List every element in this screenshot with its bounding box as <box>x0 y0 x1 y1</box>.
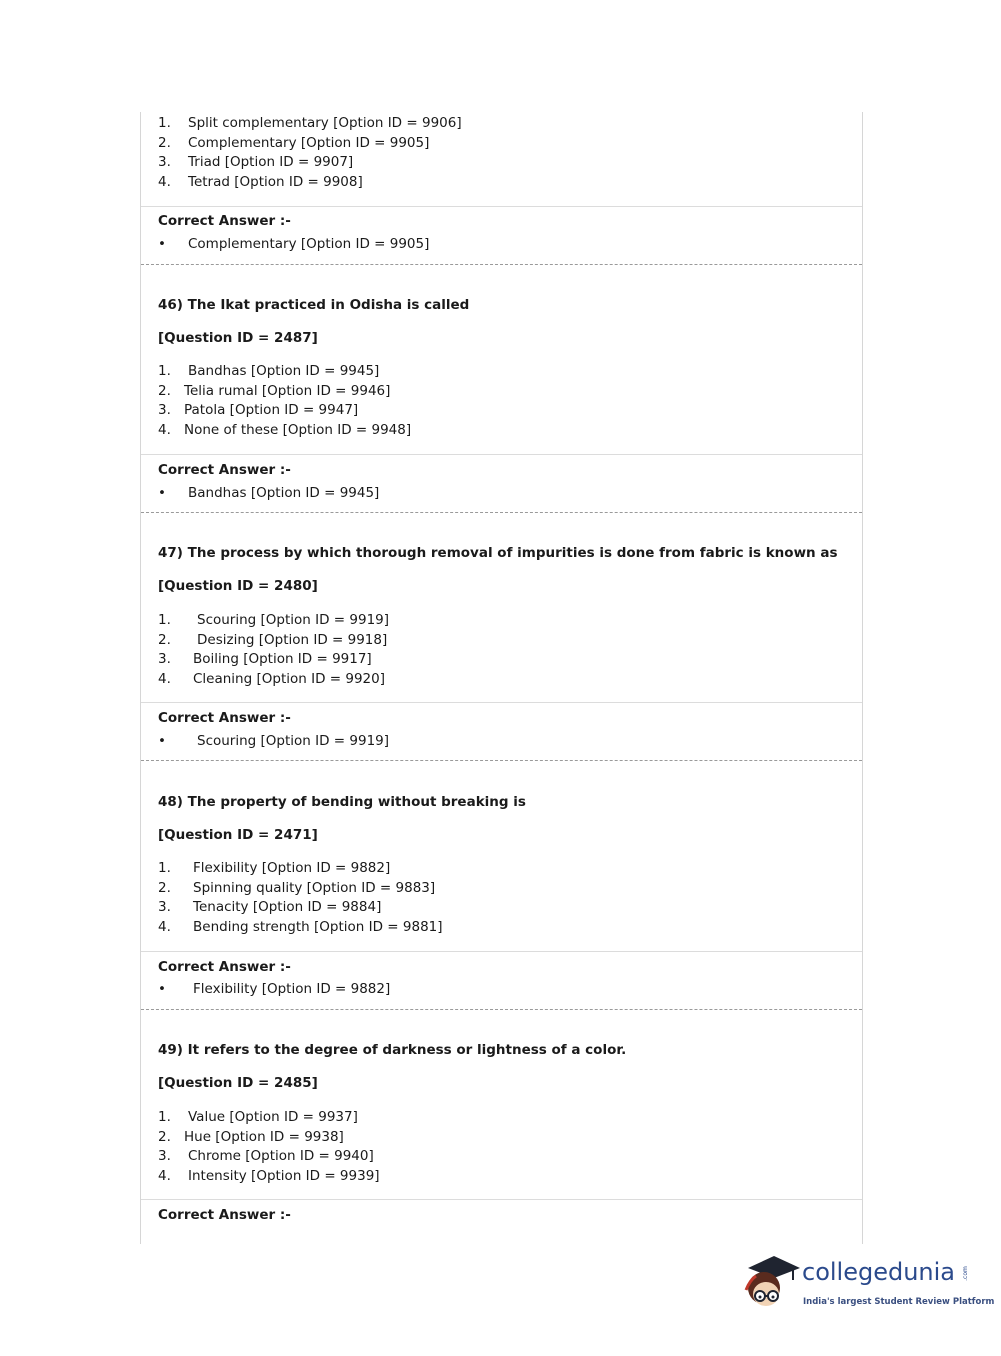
option-text: Triad [Option ID = 9907] <box>188 154 354 170</box>
option-row <box>158 382 411 402</box>
option-number: 2. <box>158 134 171 151</box>
correct-answer-row <box>158 981 390 997</box>
question-options <box>158 1108 380 1186</box>
option-number: 1. <box>158 612 171 628</box>
bullet-icon: • <box>158 485 166 501</box>
option-text: Complementary [Option ID = 9905] <box>188 134 430 151</box>
option-number: 2. <box>158 382 171 399</box>
option-number: 2. <box>158 631 171 648</box>
mascot-icon <box>742 1250 802 1320</box>
correct-answer-label: Correct Answer :- <box>158 959 291 975</box>
option-number: 3. <box>158 154 171 170</box>
correct-answer-row <box>158 733 389 749</box>
correct-answer-label: Correct Answer :- <box>158 1207 291 1223</box>
option-number: 3. <box>158 651 171 667</box>
option-row <box>158 1128 380 1148</box>
correct-answer-label: Correct Answer :- <box>158 462 291 478</box>
option-text: Tenacity [Option ID = 9884] <box>193 899 382 915</box>
option-text: Cleaning [Option ID = 9920] <box>193 670 385 687</box>
question-id: [Question ID = 2485] <box>158 1075 318 1091</box>
option-text: Telia rumal [Option ID = 9946] <box>184 382 391 399</box>
option-row <box>158 650 389 670</box>
question-sheet <box>140 112 863 1244</box>
option-number: 4. <box>158 173 171 190</box>
option-text: Chrome [Option ID = 9940] <box>188 1148 374 1164</box>
option-number: 3. <box>158 899 171 915</box>
option-row <box>158 1167 380 1187</box>
option-row <box>158 421 411 441</box>
option-row <box>158 631 389 651</box>
divider <box>141 702 862 703</box>
option-text: Scouring [Option ID = 9919] <box>197 612 390 628</box>
option-row <box>158 362 411 382</box>
divider <box>141 951 862 952</box>
option-row <box>158 173 462 193</box>
divider <box>141 206 862 207</box>
option-row <box>158 898 443 918</box>
option-row <box>158 918 443 938</box>
question-options <box>158 362 411 440</box>
bullet-icon: • <box>158 733 166 749</box>
option-text: Value [Option ID = 9937] <box>188 1109 358 1125</box>
option-number: 1. <box>158 1109 171 1125</box>
option-text: Bending strength [Option ID = 9881] <box>193 918 443 935</box>
divider <box>141 454 862 455</box>
question-separator <box>141 512 862 513</box>
option-row <box>158 859 443 879</box>
correct-answer-label: Correct Answer :- <box>158 710 291 726</box>
option-row <box>158 153 462 173</box>
correct-answer-row <box>158 236 429 252</box>
correct-answer-label: Correct Answer :- <box>158 213 291 229</box>
option-number: 1. <box>158 363 171 379</box>
option-number: 4. <box>158 918 171 935</box>
question-separator <box>141 760 862 761</box>
option-number: 1. <box>158 115 171 131</box>
question-title: 46) The Ikat practiced in Odisha is called <box>158 297 470 313</box>
option-number: 4. <box>158 670 171 687</box>
question-separator <box>141 1009 862 1010</box>
option-number: 4. <box>158 421 171 438</box>
option-text: Patola [Option ID = 9947] <box>184 402 359 418</box>
option-row <box>158 1147 380 1167</box>
collegedunia-logo <box>742 1250 995 1320</box>
option-number: 1. <box>158 860 171 876</box>
bullet-icon: • <box>158 236 166 252</box>
option-row <box>158 879 443 899</box>
correct-answer-text: Scouring [Option ID = 9919] <box>197 733 390 749</box>
logo-tagline: India's largest Student Review Platform <box>803 1297 995 1307</box>
option-text: Desizing [Option ID = 9918] <box>197 631 388 648</box>
option-row <box>158 114 462 134</box>
correct-answer-text: Bandhas [Option ID = 9945] <box>188 485 380 501</box>
question-title: 49) It refers to the degree of darkness or lightness of a color. <box>158 1042 627 1058</box>
option-text: Spinning quality [Option ID = 9883] <box>193 879 436 896</box>
option-number: 3. <box>158 402 171 418</box>
option-text: None of these [Option ID = 9948] <box>184 421 412 438</box>
question-title: 48) The property of bending without breaking is <box>158 794 526 810</box>
option-number: 2. <box>158 1128 171 1145</box>
option-text: Intensity [Option ID = 9939] <box>188 1167 380 1184</box>
option-text: Boiling [Option ID = 9917] <box>193 651 372 667</box>
question-id: [Question ID = 2471] <box>158 827 318 843</box>
correct-answer-text: Complementary [Option ID = 9905] <box>188 236 430 252</box>
correct-answer-row <box>158 485 379 501</box>
logo-wordmark: collegedunia <box>802 1258 956 1286</box>
option-text: Split complementary [Option ID = 9906] <box>188 115 462 131</box>
question-title: 47) The process by which thorough removal of impurities is done from fabric is known as <box>158 545 838 561</box>
question-id: [Question ID = 2487] <box>158 330 318 346</box>
logo-com: .com <box>961 1266 969 1281</box>
correct-answer-text: Flexibility [Option ID = 9882] <box>193 981 391 997</box>
option-row <box>158 1108 380 1128</box>
question-separator <box>141 264 862 265</box>
option-row <box>158 670 389 690</box>
option-text: Hue [Option ID = 9938] <box>184 1128 344 1145</box>
option-number: 3. <box>158 1148 171 1164</box>
option-text: Tetrad [Option ID = 9908] <box>188 173 363 190</box>
bullet-icon: • <box>158 981 166 997</box>
option-row <box>158 134 462 154</box>
option-text: Flexibility [Option ID = 9882] <box>193 860 391 876</box>
option-row <box>158 401 411 421</box>
option-number: 4. <box>158 1167 171 1184</box>
option-text: Bandhas [Option ID = 9945] <box>188 363 380 379</box>
prev-question-options <box>158 114 462 192</box>
question-options <box>158 611 389 689</box>
question-options <box>158 859 443 937</box>
option-number: 2. <box>158 879 171 896</box>
question-id: [Question ID = 2480] <box>158 578 318 594</box>
option-row <box>158 611 389 631</box>
divider <box>141 1199 862 1200</box>
